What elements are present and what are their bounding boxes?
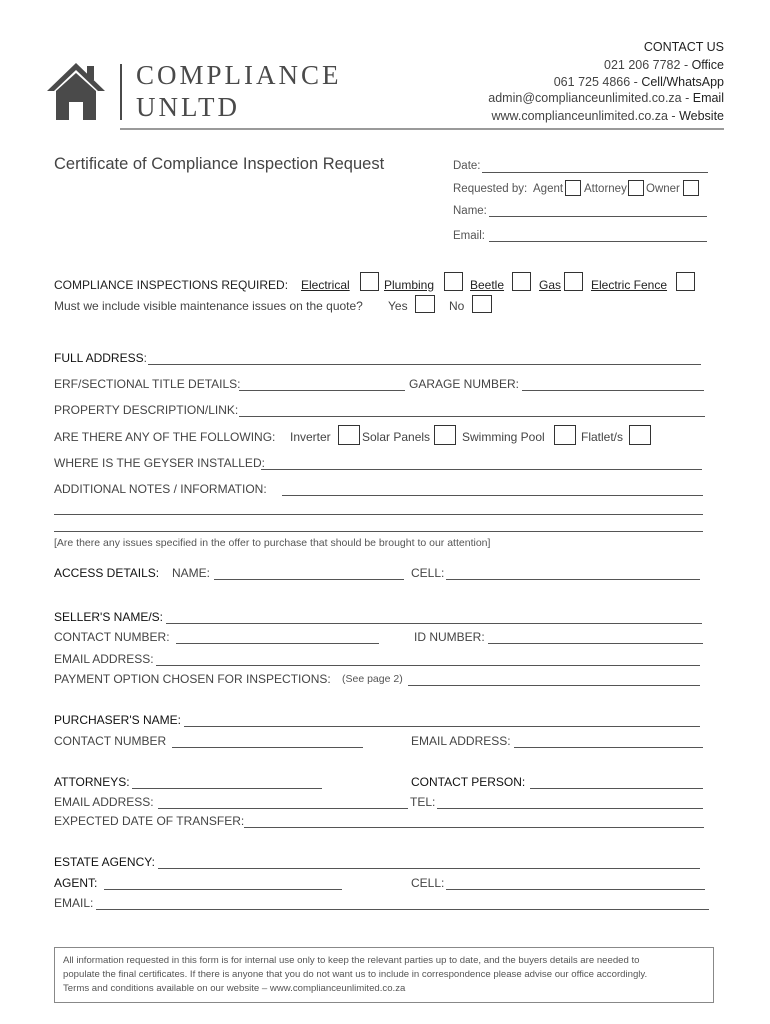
seller-contact-label: CONTACT NUMBER: xyxy=(54,630,170,644)
requested-by-label: Requested by: xyxy=(453,183,528,195)
agent-email-field[interactable] xyxy=(96,909,709,910)
no-checkbox[interactable] xyxy=(472,295,492,313)
inverter-checkbox[interactable] xyxy=(338,425,360,445)
following-label: ARE THERE ANY OF THE FOLLOWING: xyxy=(54,430,276,444)
beetle-checkbox[interactable] xyxy=(512,272,531,291)
date-label: Date: xyxy=(453,160,481,172)
agent-cell-label: CELL: xyxy=(411,876,445,890)
transfer-date-label: EXPECTED DATE OF TRANSFER: xyxy=(54,814,245,828)
access-details-label: ACCESS DETAILS: xyxy=(54,566,160,580)
inverter-label: Inverter xyxy=(290,430,331,444)
gas-checkbox[interactable] xyxy=(564,272,583,291)
access-cell-label: CELL: xyxy=(411,566,445,580)
email-field[interactable] xyxy=(489,241,707,242)
contact-person-field[interactable] xyxy=(530,788,703,789)
erf-label: ERF/SECTIONAL TITLE DETAILS: xyxy=(54,377,241,391)
purchaser-name-field[interactable] xyxy=(184,726,700,727)
access-name-field[interactable] xyxy=(214,579,404,580)
inspections-label: COMPLIANCE INSPECTIONS REQUIRED: xyxy=(54,278,289,292)
access-name-label: NAME: xyxy=(172,566,211,580)
logo-divider xyxy=(120,64,122,120)
agent-cell-field[interactable] xyxy=(446,889,705,890)
beetle-label: Beetle xyxy=(470,278,505,292)
property-description-field[interactable] xyxy=(239,416,705,417)
attorneys-field[interactable] xyxy=(132,788,322,789)
attorneys-tel-field[interactable] xyxy=(437,808,703,809)
attorneys-email-field[interactable] xyxy=(158,808,408,809)
attorney-label: Attorney xyxy=(584,183,627,195)
flatlet-label: Flatlet/s xyxy=(581,430,624,444)
agent-name-field[interactable] xyxy=(104,889,342,890)
name-label: Name: xyxy=(453,205,487,217)
header-rule xyxy=(120,128,724,130)
geyser-field[interactable] xyxy=(261,469,702,470)
agent-email-label: EMAIL: xyxy=(54,896,94,910)
seller-email-label: EMAIL ADDRESS: xyxy=(54,652,154,666)
plumbing-label: Plumbing xyxy=(384,278,435,292)
attorneys-tel-label: TEL: xyxy=(410,795,436,809)
disclaimer-line-3: Terms and conditions available on our website – www.complianceunlimited.co.za xyxy=(63,983,406,994)
contact-office: 021 206 7782 - Office xyxy=(604,58,724,72)
gas-label: Gas xyxy=(539,278,562,292)
purchaser-email-field[interactable] xyxy=(514,747,703,748)
form-title: Certificate of Compliance Inspection Request xyxy=(54,155,385,173)
contact-heading: CONTACT US xyxy=(643,40,724,54)
name-field[interactable] xyxy=(489,216,707,217)
payment-option-label: PAYMENT OPTION CHOSEN FOR INSPECTIONS: xyxy=(54,672,331,686)
electrical-label: Electrical xyxy=(301,278,350,292)
full-address-field[interactable] xyxy=(148,364,701,365)
purchaser-email-label: EMAIL ADDRESS: xyxy=(411,734,511,748)
garage-label: GARAGE NUMBER: xyxy=(409,377,520,391)
disclaimer-line-1: All information requested in this form is for internal use only to keep the relevant parties up to date, and the buyers details are needed to xyxy=(63,955,640,966)
purchaser-contact-field[interactable] xyxy=(172,747,363,748)
agent-label: Agent xyxy=(533,183,564,195)
electric-fence-label: Electric Fence xyxy=(591,278,668,292)
access-cell-field[interactable] xyxy=(446,579,700,580)
disclaimer-box xyxy=(54,947,714,1003)
seller-names-label: SELLER'S NAME/S: xyxy=(54,610,163,624)
see-page-note: (See page 2) xyxy=(342,673,403,685)
disclaimer-line-2: populate the final certificates. If there is anyone that you do not want us to include in correspondence please advise our office accordingly. xyxy=(63,969,648,980)
notes-field-2[interactable] xyxy=(54,514,703,515)
erf-field[interactable] xyxy=(239,390,405,391)
purchaser-name-label: PURCHASER'S NAME: xyxy=(54,713,181,727)
flatlet-checkbox[interactable] xyxy=(629,425,651,445)
attorneys-label: ATTORNEYS: xyxy=(54,775,130,789)
contact-email[interactable]: admin@complianceunlimited.co.za - Email xyxy=(488,91,724,105)
swimming-pool-label: Swimming Pool xyxy=(462,430,545,444)
payment-option-field[interactable] xyxy=(408,685,700,686)
seller-email-field[interactable] xyxy=(156,665,700,666)
electric-fence-checkbox[interactable] xyxy=(676,272,695,291)
agent-checkbox[interactable] xyxy=(565,180,581,196)
property-description-label: PROPERTY DESCRIPTION/LINK: xyxy=(54,403,239,417)
notes-field-1[interactable] xyxy=(282,495,703,496)
seller-names-field[interactable] xyxy=(166,623,702,624)
attorneys-email-label: EMAIL ADDRESS: xyxy=(54,795,154,809)
seller-id-field[interactable] xyxy=(488,643,703,644)
estate-agency-field[interactable] xyxy=(158,868,700,869)
no-label: No xyxy=(449,299,465,313)
purchaser-contact-label: CONTACT NUMBER xyxy=(54,734,167,748)
email-label: Email: xyxy=(453,230,485,242)
logo-text-compliance: COMPLIANCE xyxy=(136,60,342,90)
contact-person-label: CONTACT PERSON: xyxy=(411,775,526,789)
seller-id-label: ID NUMBER: xyxy=(414,630,485,644)
maintenance-question: Must we include visible maintenance issues on the quote? xyxy=(54,299,363,313)
plumbing-checkbox[interactable] xyxy=(444,272,463,291)
geyser-label: WHERE IS THE GEYSER INSTALLED: xyxy=(54,456,265,470)
garage-field[interactable] xyxy=(522,390,704,391)
notes-label: ADDITIONAL NOTES / INFORMATION: xyxy=(54,482,267,496)
full-address-label: FULL ADDRESS: xyxy=(54,351,147,365)
estate-agency-label: ESTATE AGENCY: xyxy=(54,855,155,869)
attorney-checkbox[interactable] xyxy=(628,180,644,196)
electrical-checkbox[interactable] xyxy=(360,272,379,291)
solar-panels-label: Solar Panels xyxy=(362,430,431,444)
yes-label: Yes xyxy=(388,299,408,313)
contact-website[interactable]: www.complianceunlimited.co.za - Website xyxy=(491,109,724,123)
notes-field-3[interactable] xyxy=(54,531,703,532)
house-logo-icon xyxy=(45,60,107,122)
seller-contact-field[interactable] xyxy=(176,643,379,644)
swimming-pool-checkbox[interactable] xyxy=(554,425,576,445)
transfer-date-field[interactable] xyxy=(244,827,704,828)
contact-cell: 061 725 4866 - Cell/WhatsApp xyxy=(553,75,724,89)
owner-label: Owner xyxy=(646,183,680,195)
agent-name-label: AGENT: xyxy=(54,876,98,890)
logo-text-unltd: UNLTD xyxy=(136,92,241,122)
solar-panels-checkbox[interactable] xyxy=(434,425,456,445)
owner-checkbox[interactable] xyxy=(683,180,699,196)
date-field[interactable] xyxy=(482,172,708,173)
yes-checkbox[interactable] xyxy=(415,295,435,313)
issues-note: [Are there any issues specified in the offer to purchase that should be brought to our attention] xyxy=(54,537,491,549)
